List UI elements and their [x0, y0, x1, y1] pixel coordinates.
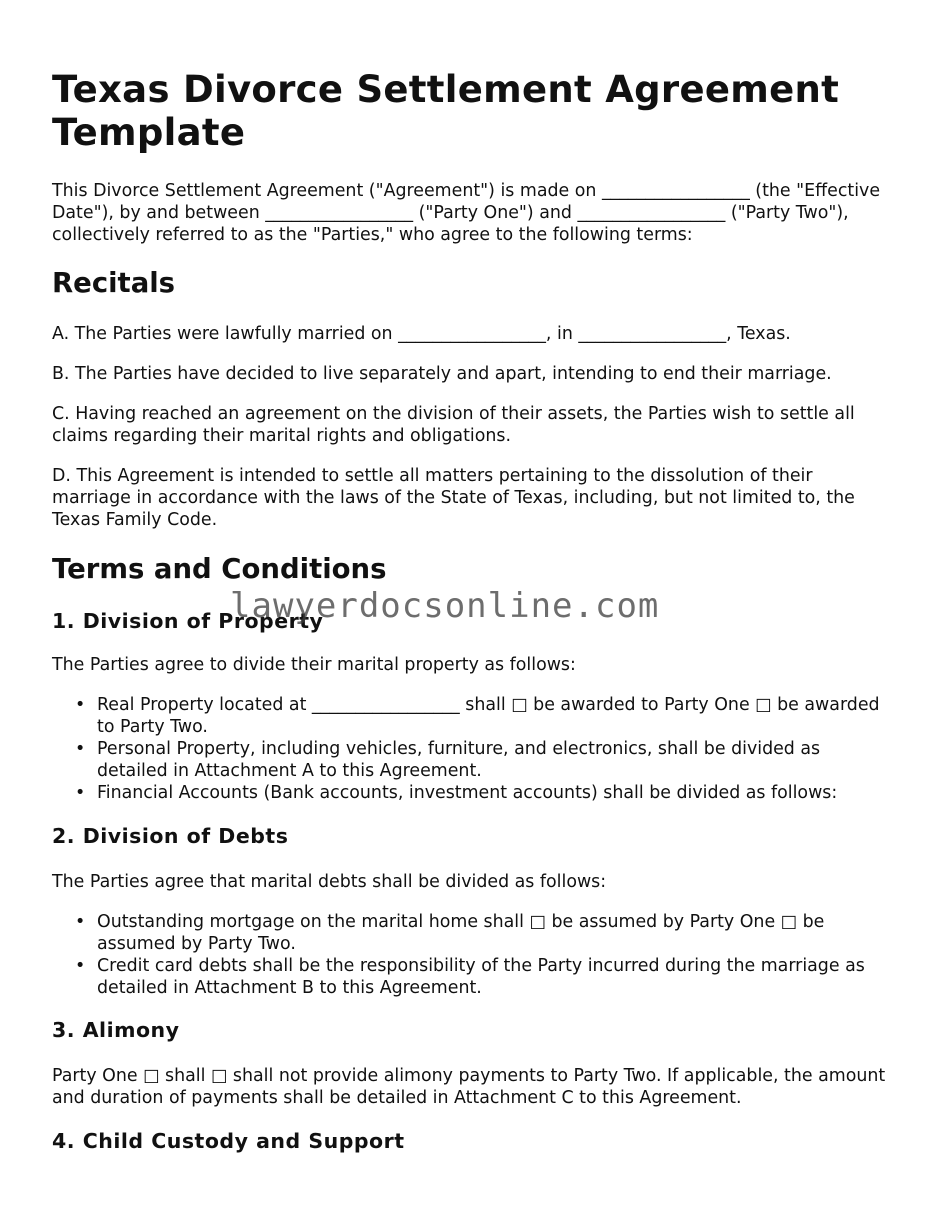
recital-d: D. This Agreement is intended to settle all matters pertaining to the dissolution of their marriage in accordance with the laws of the State of Texas, including, but not limited to, the Texas Family Code.: [52, 466, 855, 530]
document-title: Texas Divorce Settlement Agreement Template: [52, 68, 840, 154]
list-item: • Credit card debts shall be the responsibility of the Party incurred during the marriage as detailed in Attachment B to this Agreement.: [52, 955, 892, 999]
property-heading: 1. Division of Property: [52, 609, 324, 633]
recital-a: A. The Parties were lawfully married on _________________, in _________________, Texas.: [52, 324, 791, 344]
alimony-heading: 3. Alimony: [52, 1018, 180, 1042]
recital-c: C. Having reached an agreement on the division of their assets, the Parties wish to settle all claims regarding their marital rights and obligations.: [52, 404, 855, 446]
alimony-text: Party One □ shall □ shall not provide alimony payments to Party Two. If applicable, the amount and duration of payments shall be detailed in Attachment C to this Agreement.: [52, 1066, 886, 1108]
debts-intro: The Parties agree that marital debts shall be divided as follows:: [52, 872, 607, 892]
property-list: [52, 694, 892, 804]
watermark-text: lawyerdocsonline.com: [230, 586, 660, 626]
custody-heading: 4. Child Custody and Support: [52, 1129, 405, 1153]
recital-b: B. The Parties have decided to live separately and apart, intending to end their marriage.: [52, 364, 832, 384]
list-item: • Real Property located at _________________ shall □ be awarded to Party One □ be awarded to Party Two.: [52, 694, 892, 738]
intro-paragraph: This Divorce Settlement Agreement ("Agreement") is made on _________________ (the "Effective Date"), by and between _________________ ("Party One") and _________________ ("Party Two"), collectively referred to as the "Parties," who agree to the following terms:: [52, 181, 881, 245]
terms-heading: Terms and Conditions: [52, 553, 387, 585]
list-item: • Personal Property, including vehicles, furniture, and electronics, shall be divided as detailed in Attachment A to this Agreement.: [52, 738, 892, 782]
recitals-heading: Recitals: [52, 267, 176, 299]
list-item: • Financial Accounts (Bank accounts, investment accounts) shall be divided as follows:: [52, 782, 892, 804]
list-item: • Outstanding mortgage on the marital home shall □ be assumed by Party One □ be assumed by Party Two.: [52, 911, 892, 955]
property-intro: The Parties agree to divide their marital property as follows:: [52, 655, 576, 675]
debts-list: [52, 911, 892, 999]
debts-heading: 2. Division of Debts: [52, 824, 289, 848]
